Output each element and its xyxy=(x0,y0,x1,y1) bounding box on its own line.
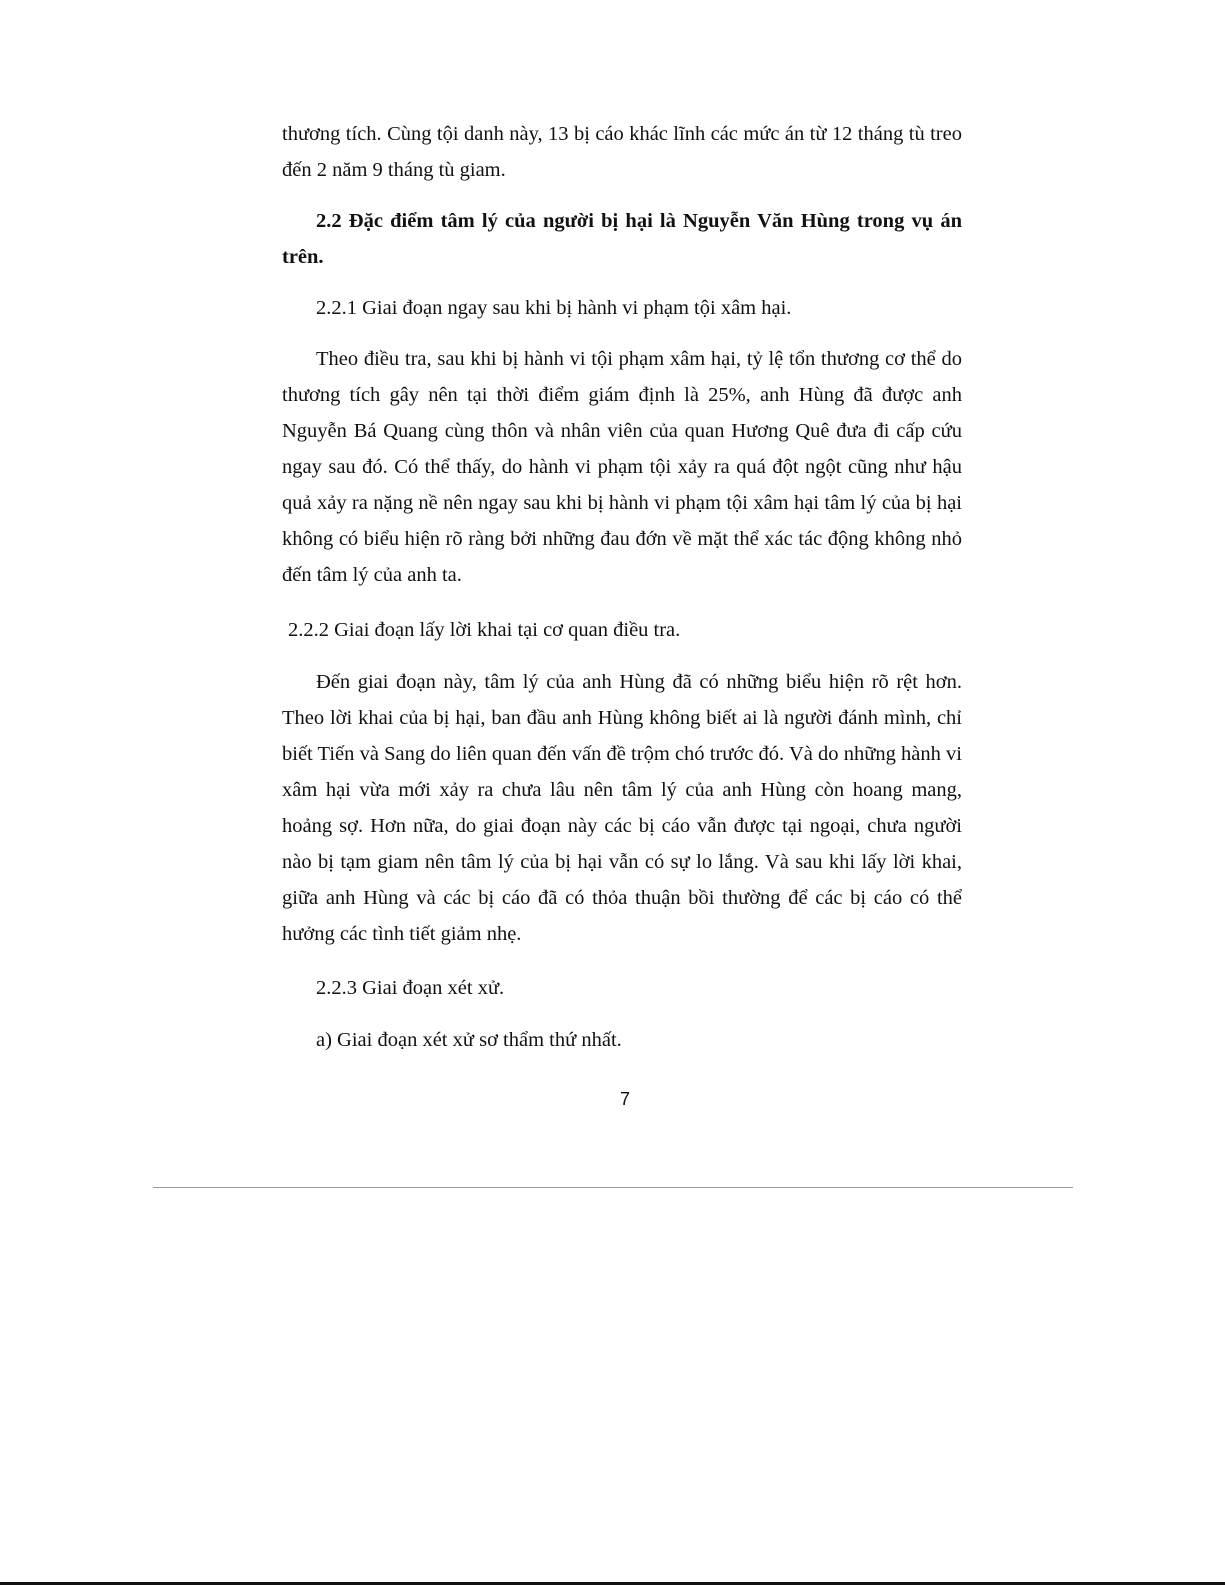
continuation-paragraph: thương tích. Cùng tội danh này, 13 bị cáo khác lĩnh các mức án từ 12 tháng tù treo đến 2 năm 9 tháng tù giam. xyxy=(282,123,962,181)
section-heading: 2.2 Đặc điểm tâm lý của người bị hại là Nguyễn Văn Hùng trong vụ án trên. xyxy=(282,210,962,268)
subsection-3-item-a: a) Giai đoạn xét xử sơ thẩm thứ nhất. xyxy=(316,1029,622,1051)
subsection-1-paragraph: Theo điều tra, sau khi bị hành vi tội phạm xâm hại, tỷ lệ tổn thương cơ thể do thương tích gây nên tại thời điểm giám định là 25%, anh Hùng đã được anh Nguyễn Bá Quang cùng thôn và nhân viên của quan Hương Quê đưa đi cấp cứu ngay sau đó. Có thể thấy, do hành vi phạm tội xảy ra quá đột ngột cũng như hậu quả xảy ra nặng nề nên ngay sau khi bị hành vi phạm tội xâm hại tâm lý của bị hại không có biểu hiện rõ ràng bởi những đau đớn về mặt thể xác tác động không nhỏ đến tâm lý của anh ta. xyxy=(282,348,962,586)
page-separator-line xyxy=(153,1187,1073,1188)
subsection-2-title: 2.2.2 Giai đoạn lấy lời khai tại cơ quan điều tra. xyxy=(288,619,681,641)
subsection-1-title: 2.2.1 Giai đoạn ngay sau khi bị hành vi phạm tội xâm hại. xyxy=(316,297,792,319)
subsection-2-paragraph: Đến giai đoạn này, tâm lý của anh Hùng đã có những biểu hiện rõ rệt hơn. Theo lời khai của bị hại, ban đầu anh Hùng không biết ai là người đánh mình, chỉ biết Tiến và Sang do liên quan đến vấn đề trộm chó trước đó. Và do những hành vi xâm hại vừa mới xảy ra chưa lâu nên tâm lý của anh Hùng còn hoang mang, hoảng sợ. Hơn nữa, do giai đoạn này các bị cáo vẫn được tại ngoại, chưa người nào bị tạm giam nên tâm lý của bị hại vẫn có sự lo lắng. Và sau khi lấy lời khai, giữa anh Hùng và các bị cáo đã có thỏa thuận bồi thường để các bị cáo có thể hưởng các tình tiết giảm nhẹ. xyxy=(282,671,962,945)
page-number: 7 xyxy=(619,1089,630,1109)
subsection-3-title: 2.2.3 Giai đoạn xét xử. xyxy=(316,977,505,999)
